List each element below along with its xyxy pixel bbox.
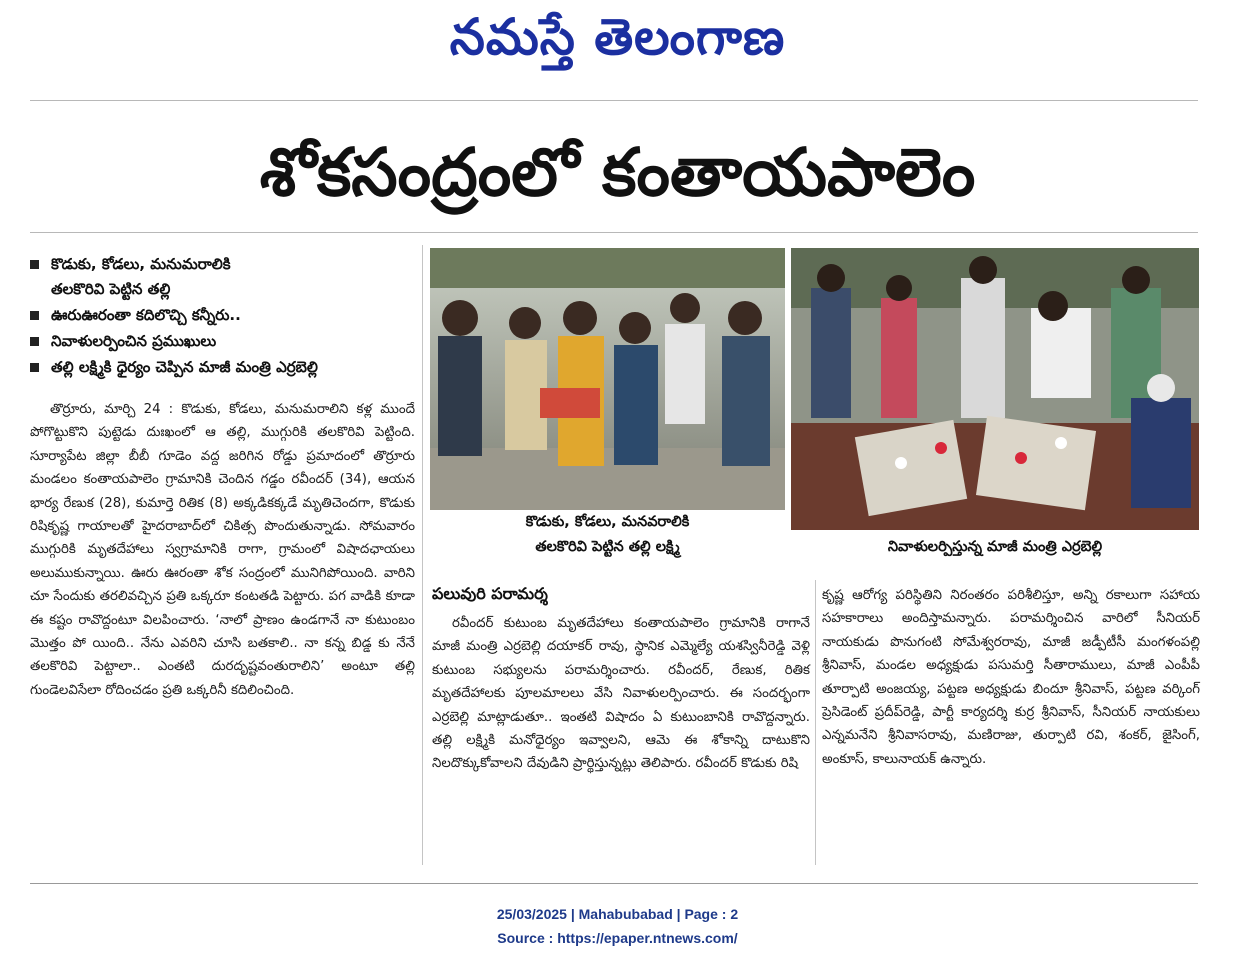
story-column-2 xyxy=(432,612,810,864)
highlights-list xyxy=(30,252,425,381)
footer-source: Source : https://epaper.ntnews.com/ xyxy=(497,930,738,946)
bullet-square-icon xyxy=(30,363,39,372)
bullet-square-icon xyxy=(30,311,39,320)
subheading: పలువురి పరామర్శ xyxy=(432,584,548,603)
footer-divider xyxy=(30,883,1198,884)
headline-divider xyxy=(30,232,1198,233)
column-divider xyxy=(422,245,423,865)
procession-photo-image xyxy=(430,248,785,510)
photo-tribute-caption: నివాళులర్పిస్తున్న మాజీ మంత్రి ఎర్రబెల్లి xyxy=(887,539,1103,555)
tribute-photo-image xyxy=(791,248,1199,530)
story-paragraph: తొర్రూరు, మార్చి 24 : కొడుకు, కోడలు, మనుమరాలిని కళ్ల ముందే పోగొట్టుకొని పుట్టెడు దుఃఖంలో ఆ తల్లి, ముగ్గురికి తలకొరివి పెట్టింది. సూర్యాపేట జిల్లా బీబీ గూడెం వద్ద జరిగిన రోడ్డు ప్రమాదంలో తొర్రూరు మండలం కంతాయపాలెం గ్రామానికి చెందిన గడ్డం రవీందర్ (34), ఆయన భార్య రేణుక (28), కుమార్తె రితిక (8) అక్కడికక్కడే మృతిచెందగా, కొడుకు రిషికృష్ణ గాయాలతో హైదరాబాద్‌లో చికిత్స పొందుతున్నాడు. సోమవారం ముగ్గురికి మృతదేహాలు స్వగ్రామానికి రాగా, గ్రామంలో విషాదఛాయలు అలుముకున్నాయి. ఊరు ఊరంతా శోక సంద్రంలో మునిగిపోయింది. వారిని చూ సేందుకు తరలివచ్చిన ప్రతి ఒక్కరూ కంటతడి పెట్టారు. పగ వాడికి కూడా ఈ కష్టం రావొద్దంటూ విలపించారు. ‘నాలో ప్రాణం ఉండగానే నా కుటుంబం మొత్తం పో యింది.. నేను ఎవరిని చూసి బతకాలి.. నా కన్న బిడ్డ కు నేనే తలకొరివి పెట్టాలా.. ఎంతటి దురదృష్టవంతురాలిని’ అంటూ తల్లి గుండెలవిసేలా రోదించడం ప్రతి ఒక్కరినీ కదిలించింది. xyxy=(30,402,415,698)
headline: శోకసంద్రంలో కంతాయపాలెం xyxy=(259,134,976,211)
story-paragraph: రవీందర్ కుటుంబ మృతదేహాలు కంతాయపాలెం గ్రామానికి రాగానే మాజీ మంత్రి ఎర్రబెల్లి దయాకర్ రావు, స్థానిక ఎమ్మెల్యే యశస్వినీరెడ్డి వెళ్లి కుటుంబ సభ్యులను పరామర్శించారు. రవీందర్, రేణుక, రితిక మృతదేహాలకు పూలమాలలు వేసి నివాళులర్పించారు. ఈ సందర్భంగా ఎర్రబెల్లి మాట్లాడుతూ.. ఇంతటి విషాదం ఏ కుటుంబానికి రావొద్దన్నారు. తల్లి లక్ష్మికి మనోధైర్యం ఇవ్వాలని, ఆమె ఈ శోకాన్ని దాటుకొని నిలదొక్కుకోవాలని దేవుడిని ప్రార్థిస్తున్నట్లు తెలిపారు. రవీందర్ కొడుకు రిషి xyxy=(432,616,810,772)
story-column-3 xyxy=(822,584,1200,864)
bullet-square-icon xyxy=(30,337,39,346)
footer-date-edition: 25/03/2025 | Mahabubabad | Page : 2 xyxy=(496,906,739,922)
highlight-item: కొడుకు, కోడలు, మనుమరాలికి తలకొరివి పెట్టిన తల్లి xyxy=(30,252,425,302)
highlight-item: ఊరుఊరంతా కదిలొచ్చి కన్నీరు.. xyxy=(30,303,425,328)
column-divider xyxy=(815,580,816,865)
photo-procession xyxy=(430,248,785,510)
masthead-title: నమస్తే తెలంగాణ xyxy=(449,8,786,66)
masthead-divider xyxy=(30,100,1198,101)
highlight-item: తల్లి లక్ష్మికి ధైర్యం చెప్పిన మాజీ మంత్రి ఎర్రబెల్లి xyxy=(30,355,425,380)
bullet-square-icon xyxy=(30,260,39,269)
photo-tribute xyxy=(791,248,1199,530)
story-column-1 xyxy=(30,398,415,864)
story-paragraph: కృష్ణ ఆరోగ్య పరిస్థితిని నిరంతరం పరిశీలిస్తూ, అన్ని రకాలుగా సహాయ సహకారాలు అందిస్తామన్నారు. పరామర్శించిన వారిలో సీనియర్ నాయకుడు పొనుగంటి సోమేశ్వరరావు, మాజీ జడ్పీటీసీ మంగళంపల్లి శ్రీనివాస్, మండల అధ్యక్షుడు పసుమర్తి సీతారాములు, మాజీ ఎంపీపీ తూర్పాటి అంజయ్య, పట్టణ అధ్యక్షుడు బిందూ శ్రీనివాస్, పట్టణ వర్కింగ్ ప్రెసిడెంట్ ప్రదీప్‌రెడ్డి, పార్టీ కార్యదర్శి కుర్ర శ్రీనివాస్, సీనియర్ నాయకులు ఎన్నమనేని శ్రీనివాసరావు, మణిరాజు, తుర్పాటి రవి, శంకర్, జైసింగ్, అంకూస్, కాలునాయక్ ఉన్నారు. xyxy=(822,588,1200,767)
photo-procession-caption: కొడుకు, కోడలు, మనవరాలికి తలకొరివి పెట్టిన తల్లి లక్ష్మి xyxy=(525,514,690,555)
highlight-item: నివాళులర్పించిన ప్రముఖులు xyxy=(30,329,425,354)
